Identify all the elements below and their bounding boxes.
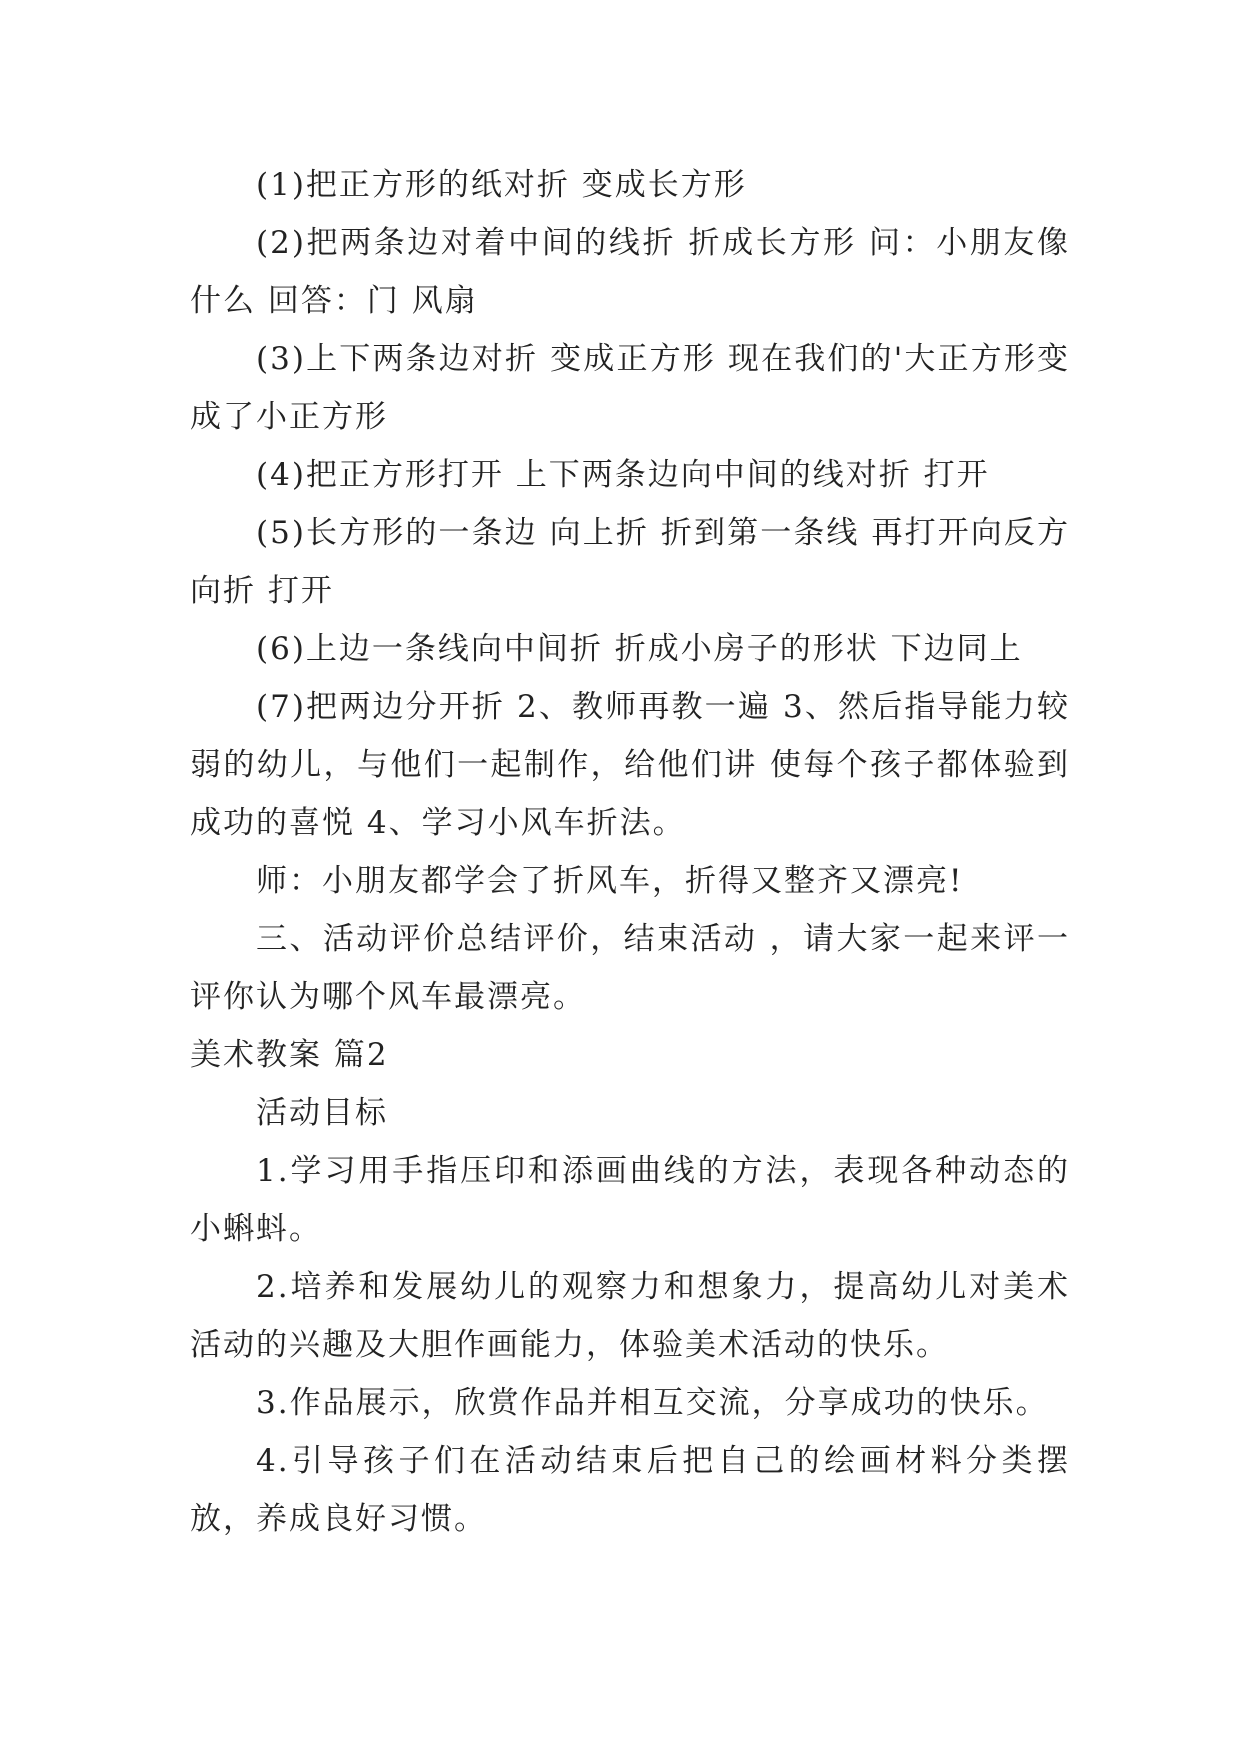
evaluation-paragraph: 三、活动评价总结评价，结束活动 ，请大家一起来评一评你认为哪个风车最漂亮。	[190, 921, 1070, 1015]
objective-1-paragraph: 1.学习用手指压印和添画曲线的方法，表现各种动态的小蝌蚪。	[190, 1153, 1070, 1247]
step-1-paragraph: (1)把正方形的纸对折 变成长方形	[256, 167, 747, 203]
step-2-paragraph: (2)把两条边对着中间的线折 折成长方形 问：小朋友像什么 回答：门 风扇	[190, 225, 1070, 319]
step-3-paragraph: (3)上下两条边对折 变成正方形 现在我们的'大正方形变成了小正方形	[190, 341, 1070, 435]
section-heading: 美术教案 篇2	[190, 1037, 389, 1073]
objective-2-paragraph: 2.培养和发展幼儿的观察力和想象力，提高幼儿对美术活动的兴趣及大胆作画能力，体验美术活动的快乐。	[190, 1269, 1070, 1363]
step-6-paragraph: (6)上边一条线向中间折 折成小房子的形状 下边同上	[256, 631, 1023, 667]
step-7-paragraph: (7)把两边分开折 2、教师再教一遍 3、然后指导能力较弱的幼儿，与他们一起制作，给他们讲 使每个孩子都体验到成功的喜悦 4、学习小风车折法。	[190, 689, 1070, 841]
document-body	[190, 156, 1070, 1548]
objective-4-paragraph: 4.引导孩子们在活动结束后把自己的绘画材料分类摆放，养成良好习惯。	[190, 1443, 1070, 1537]
teacher-remark-paragraph: 师：小朋友都学会了折风车，折得又整齐又漂亮!	[256, 863, 964, 899]
step-5-paragraph: (5)长方形的一条边 向上折 折到第一条线 再打开向反方向折 打开	[190, 515, 1070, 609]
objectives-heading: 活动目标	[256, 1095, 388, 1131]
objective-3-paragraph: 3.作品展示，欣赏作品并相互交流，分享成功的快乐。	[256, 1385, 1049, 1421]
step-4-paragraph: (4)把正方形打开 上下两条边向中间的线对折 打开	[256, 457, 990, 493]
